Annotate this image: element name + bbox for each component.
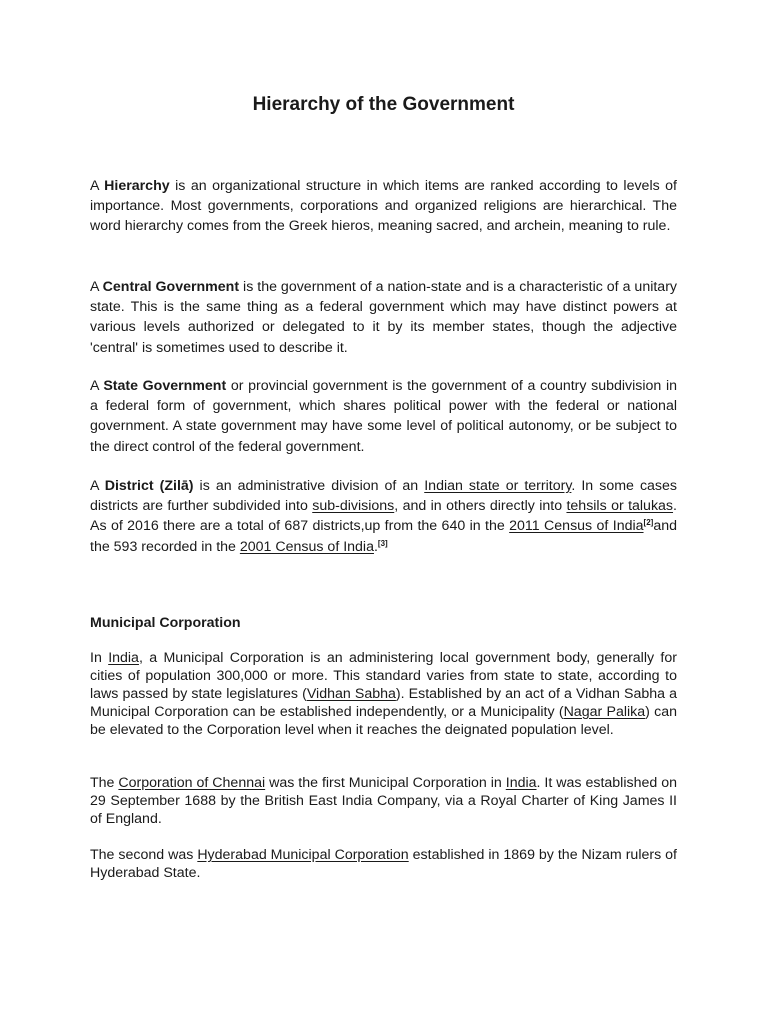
term-district: District (Zilā) [104, 478, 194, 494]
link-sub-divisions[interactable]: sub-divisions [312, 498, 395, 515]
text: , and in others directly into [394, 498, 567, 515]
paragraph-chennai [90, 774, 677, 828]
text: . In some cases districts are further subdivided into [90, 478, 678, 515]
text: A [90, 378, 104, 394]
definition-text: is the government of a nation-state and is a characteristic of a unitary state. This is the same thing as a federal government which may have distinct powers at various levels authorized or delegated to it by its member states, though the adjective 'central' is sometimes used to describe it. [90, 279, 678, 356]
text: ) can be elevated to the Corporation level when it reaches the deignated population level. [90, 704, 677, 738]
paragraph-district [90, 476, 677, 557]
citation-2[interactable]: [2] [643, 518, 654, 528]
link-indian-state-or-territory[interactable]: Indian state or territory [424, 478, 572, 494]
definition-text: or provincial government is the government of a country subdivision in a federal form of government, which shares political power with the federal or national government. A state government may have some level of political autonomy, or be subject to the direct control of the federal government. [90, 378, 678, 455]
paragraph-hierarchy [90, 176, 677, 237]
link-vidhan-sabha[interactable]: Vidhan Sabha [306, 686, 396, 702]
link-india[interactable]: India [108, 650, 139, 666]
text: A [90, 279, 103, 295]
link-nagar-palika[interactable]: Nagar Palika [563, 704, 646, 720]
definition-text: is an organizational structure in which items are ranked according to levels of importance. Most governments, corporations and organized religions are hierarchical. The word hierarchy comes from the Greek hieros, meaning sacred, and archein, meaning to rule. [90, 178, 677, 235]
text: The [90, 775, 119, 791]
text: The second was [90, 847, 198, 863]
term-hierarchy: Hierarchy [104, 178, 170, 194]
term-central-government: Central Government [102, 279, 240, 295]
citation-3[interactable]: [3] [377, 538, 388, 548]
link-2011-census-of-india[interactable]: 2011 Census of India [509, 518, 644, 535]
text: and the 593 recorded in the [90, 518, 677, 555]
link-india[interactable]: India [505, 775, 537, 791]
text: was the first Municipal Corporation in [265, 775, 506, 791]
text: . It was established on 29 September 1688 by the British East India Company, via a Royal Charter of King James II of England. [90, 775, 677, 827]
text: . As of 2016 there are a total of 687 districts,up from the 640 in the [90, 498, 677, 535]
link-corporation-of-chennai[interactable]: Corporation of Chennai [118, 775, 266, 791]
text: . [373, 538, 378, 555]
link-tehsils-or-talukas[interactable]: tehsils or talukas [566, 498, 674, 515]
link-2001-census-of-india[interactable]: 2001 Census of India [239, 538, 374, 555]
text: established in 1869 by the Nizam rulers of Hyderabad State. [90, 847, 677, 881]
paragraph-state-government [90, 376, 677, 457]
page-title: Hierarchy of the Government [252, 94, 515, 115]
paragraph-hyderabad [90, 846, 677, 882]
text: In [90, 650, 109, 666]
term-state-government: State Government [103, 378, 227, 394]
text: , a Municipal Corporation is an administering local government body, generally for cities of population 300,000 or more. This standard varies from state to state, according to laws passed by state legislatures ( [90, 650, 677, 702]
section-heading: Municipal Corporation [90, 615, 241, 631]
link-hyderabad-municipal-corporation[interactable]: Hyderabad Municipal Corporation [197, 847, 409, 863]
text: is an administrative division of an [193, 478, 425, 494]
text: A [90, 478, 105, 494]
paragraph-central-government [90, 277, 677, 358]
paragraph-municipal-corporation [90, 649, 677, 739]
text: A [90, 178, 105, 194]
text: ). Established by an act of a Vidhan Sabha a Municipal Corporation can be established independently, or a Municipality ( [90, 686, 677, 720]
